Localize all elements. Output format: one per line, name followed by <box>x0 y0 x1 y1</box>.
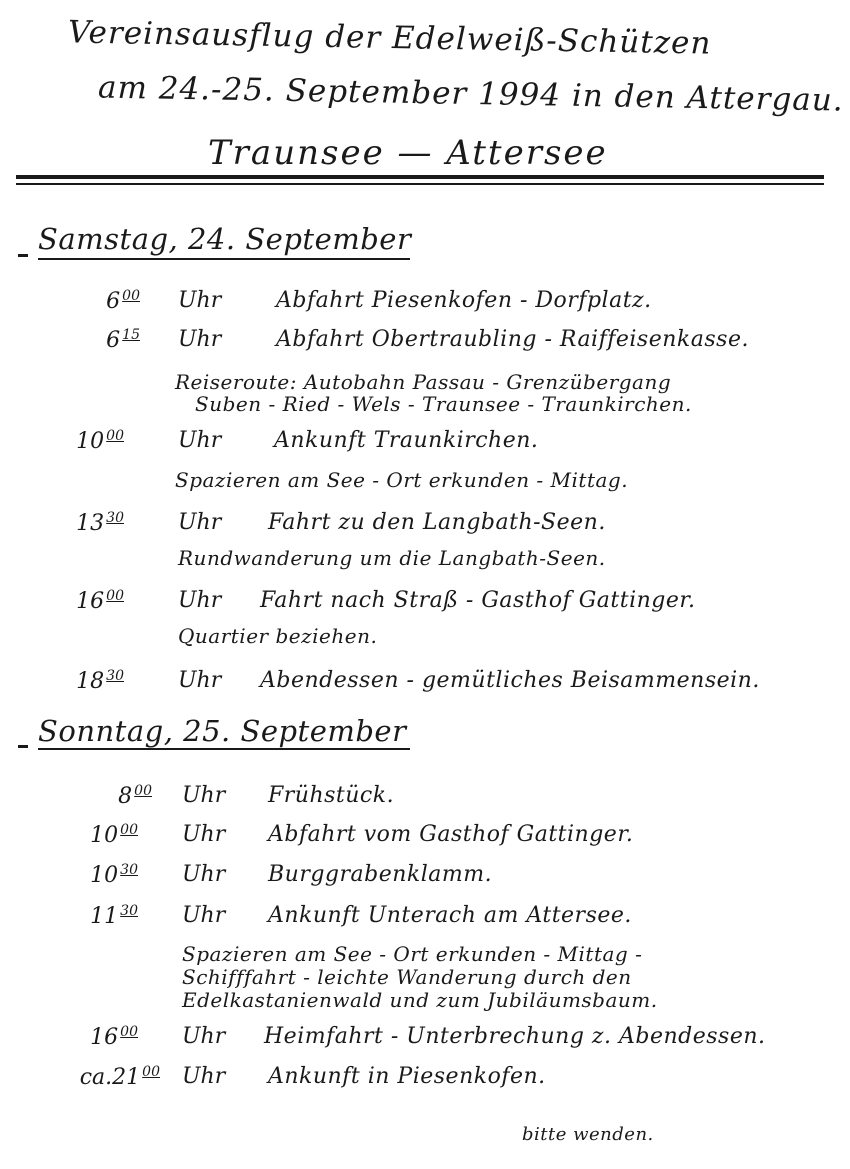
entry-time: 16 $^{00}$ <box>76 588 124 614</box>
entry-text: Fahrt zu den Langbath-Seen. <box>268 510 606 535</box>
entry-text: Ankunft Traunkirchen. <box>274 428 539 453</box>
note-line: Spazieren am See - Ort erkunden - Mittag - <box>182 942 643 966</box>
entry-text: Ankunft in Piesenkofen. <box>268 1064 546 1089</box>
entry-time: 18 $^{30}$ <box>76 668 124 694</box>
entry-unit: Uhr <box>178 327 222 352</box>
entry-text: Abfahrt vom Gasthof Gattinger. <box>268 822 634 847</box>
entry-time: 8 $^{00}$ <box>118 783 152 809</box>
entry-unit: Uhr <box>178 428 222 453</box>
note-line: Rundwanderung um die Langbath-Seen. <box>178 546 606 570</box>
entry-time: ca.21 $^{00}$ <box>79 1064 160 1090</box>
entry-text: Frühstück. <box>268 783 395 808</box>
entry-unit: Uhr <box>182 783 226 808</box>
entry-time: 13 $^{30}$ <box>76 510 124 536</box>
entry-text: Abendessen - gemütliches Beisammensein. <box>260 668 760 693</box>
sunday-heading: Sonntag, 25. September <box>38 714 407 748</box>
entry-time: 10 $^{30}$ <box>90 862 138 888</box>
title-line-2: am 24.-25. September 1994 in den Attergau. <box>97 69 844 119</box>
route-line-2: Suben - Ried - Wels - Traunsee - Traunkirchen. <box>195 392 692 416</box>
note-line: Edelkastanienwald und zum Jubiläumsbaum. <box>182 988 658 1012</box>
entry-text: Abfahrt Piesenkofen - Dorfplatz. <box>276 288 652 313</box>
entry-text: Fahrt nach Straß - Gasthof Gattinger. <box>260 588 696 613</box>
entry-time: 11 $^{30}$ <box>90 903 138 929</box>
entry-unit: Uhr <box>178 288 222 313</box>
entry-unit: Uhr <box>178 668 222 693</box>
sunday-heading-underline <box>38 748 410 750</box>
saturday-dash <box>18 254 28 257</box>
entry-unit: Uhr <box>182 862 226 887</box>
entry-time: 10 $^{00}$ <box>76 428 124 454</box>
header-divider-thick <box>16 175 824 179</box>
entry-text: Burggrabenklamm. <box>268 862 493 887</box>
sunday-dash <box>18 745 28 748</box>
saturday-heading-underline <box>38 258 410 260</box>
note-line: Quartier beziehen. <box>178 624 378 648</box>
entry-unit: Uhr <box>182 903 226 928</box>
entry-time: 6 $^{15}$ <box>106 327 140 353</box>
entry-text: Ankunft Unterach am Attersee. <box>268 903 632 928</box>
entry-unit: Uhr <box>182 822 226 847</box>
note-line: Schifffahrt - leichte Wanderung durch den <box>182 965 632 989</box>
entry-unit: Uhr <box>182 1024 226 1049</box>
entry-time: 16 $^{00}$ <box>90 1024 138 1050</box>
header-divider-thin <box>16 183 824 185</box>
entry-time: 10 $^{00}$ <box>90 822 138 848</box>
title-line-3: Traunsee — Attersee <box>208 133 608 173</box>
entry-unit: Uhr <box>182 1064 226 1089</box>
route-line-1: Reiseroute: Autobahn Passau - Grenzübergang <box>175 370 672 394</box>
entry-text: Heimfahrt - Unterbrechung z. Abendessen. <box>264 1024 766 1049</box>
entry-time: 6 $^{00}$ <box>106 288 140 314</box>
entry-text: Abfahrt Obertraubling - Raiffeisenkasse. <box>276 327 749 352</box>
footer-note: bitte wenden. <box>522 1124 654 1145</box>
note-line: Spazieren am See - Ort erkunden - Mittag. <box>175 468 629 492</box>
entry-unit: Uhr <box>178 510 222 535</box>
saturday-heading: Samstag, 24. September <box>38 222 412 256</box>
title-line-1: Vereinsausflug der Edelweiß-Schützen <box>67 14 712 62</box>
entry-unit: Uhr <box>178 588 222 613</box>
